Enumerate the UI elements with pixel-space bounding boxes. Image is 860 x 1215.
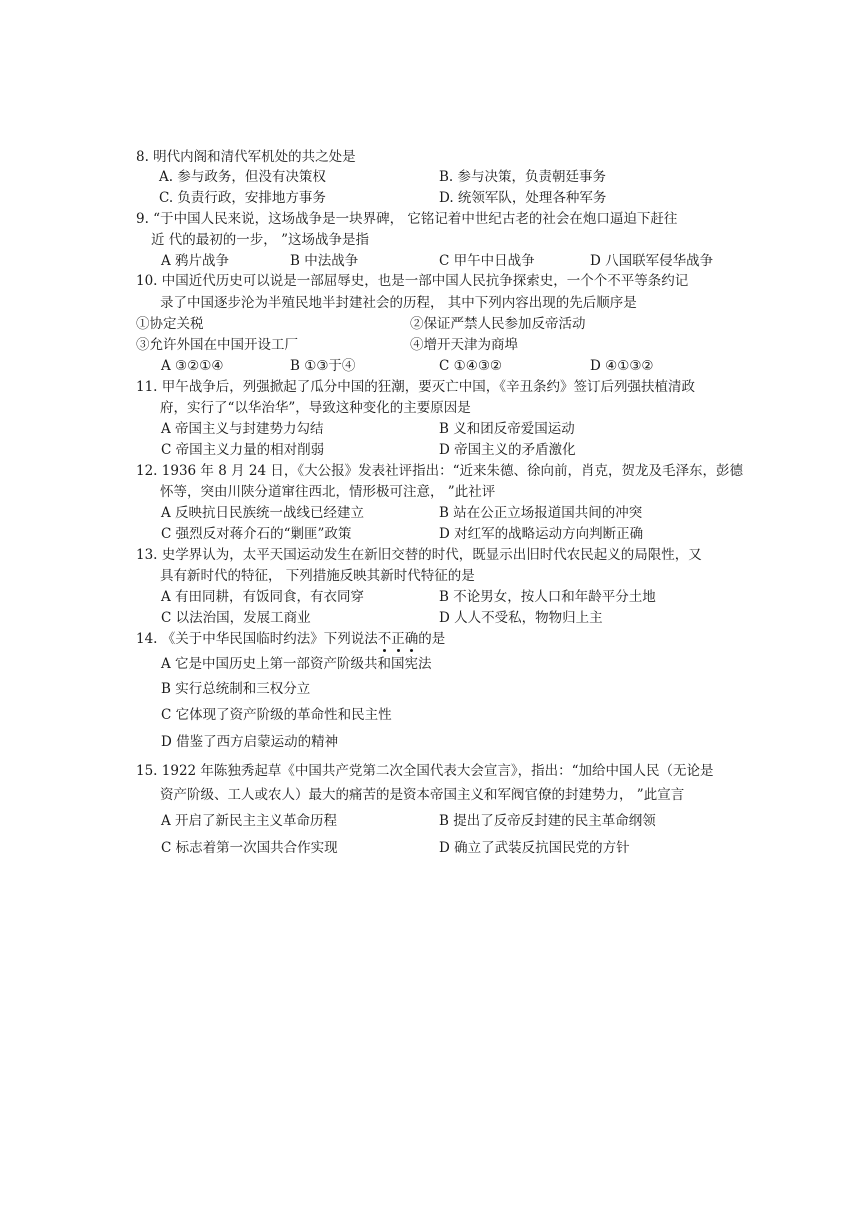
q12-option-d: D 对红军的战略运动方向判断正确 [439,526,644,542]
q9-option-d: D 八国联军侵华战争 [590,253,714,269]
q13-option-a: A 有田同耕，有饭同食，有衣同穿 [161,589,365,605]
q11-option-d: D 帝国主义的矛盾激化 [439,442,576,458]
q14-option-d: D 借鉴了西方启蒙运动的精神 [161,734,339,750]
q13-option-c: C 以法治国，发展工商业 [161,610,311,626]
q8-stem: 8. 明代内阁和清代军机处的共之处是 [136,149,356,165]
q10-item-3: ③允许外国在中国开设工厂 [136,337,298,353]
q15-option-d: D 确立了武装反抗国民党的方针 [439,840,630,856]
q10-item-2: ②保证严禁人民参加反帝活动 [410,316,586,332]
q10-item-4: ④增开天津为商埠 [410,337,518,353]
q12-option-a: A 反映抗日民族统一战线已经建立 [161,505,365,521]
q14-stem-suffix: 的是 [418,631,446,647]
q10-option-d: D ④①③② [590,358,654,374]
q14-option-c: C 它体现了资产阶级的革命性和民主性 [161,707,392,723]
q11-stem-line1: 11. 甲午战争后，列强掀起了瓜分中国的狂潮，要灭亡中国，《辛丑条约》签订后列强扶植清政 [136,379,696,395]
q8-option-d: D. 统领军队，处理各种军务 [439,190,607,206]
q9-stem-line1: 9. “于中国人民来说，这场战争是一块界碑， 它铭记着中世纪古老的社会在炮口逼迫下赶往 [136,211,678,227]
q15-stem-line1: 15. 1922 年陈独秀起草《中国共产党第二次全国代表大会宣言》，指出：“加给中国人民（无论是 [136,763,714,779]
q12-stem-line2: 怀等，突由川陕分道窜往西北，情形极可注意， ”此社评 [160,484,496,500]
q11-option-a: A 帝国主义与封建势力勾结 [161,421,324,437]
q10-stem-line1: 10. 中国近代历史可以说是一部屈辱史，也是一部中国人民抗争探索史，一个个不平等条约记 [136,273,689,289]
q15-stem-line2: 资产阶级、工人或农人）最大的痛苦的是资本帝国主义和军阀官僚的封建势力， ”此宣言 [160,787,685,803]
q14-stem-prefix: 14. 《关于中华民国临时约法》下列说法 [136,631,378,647]
q14-option-a: A 它是中国历史上第一部资产阶级共和国宪法 [161,656,432,672]
q12-option-b: B 站在公正立场报道国共间的冲突 [439,505,643,521]
q12-option-c: C 强烈反对蒋介石的“剿匪”政策 [161,526,352,542]
q14-emphasis-char-1: 不 [377,631,392,647]
q10-option-c: C ①④③② [439,358,503,374]
q9-stem-line2: 近 代的最初的一步， ”这场战争是指 [151,232,369,248]
q11-option-b: B 义和团反帝爱国运动 [439,421,575,437]
q15-option-c: C 标志着第一次国共合作实现 [161,840,338,856]
q14-emphasis-char-3: 确 [404,631,419,647]
q10-option-b: B ①③于④ [290,358,356,374]
q8-option-c: C. 负责行政，安排地方事务 [159,190,326,206]
q13-stem-line1: 13. 史学界认为，太平天国运动发生在新旧交替的时代，既显示出旧时代农民起义的局限性，又 [136,547,702,563]
q11-option-c: C 帝国主义力量的相对削弱 [161,442,325,458]
q9-option-c: C 甲午中日战争 [439,253,535,269]
q10-stem-line2: 录了中国逐步沦为半殖民地半封建社会的历程， 其中下列内容出现的先后顺序是 [160,295,637,311]
q15-option-a: A 开启了新民主主义革命历程 [161,813,338,829]
q13-option-d: D 人人不受私，物物归上主 [439,610,603,626]
q13-option-b: B 不论男女，按人口和年龄平分土地 [439,589,656,605]
q10-option-a: A ③②①④ [161,358,224,374]
q14-emphasis-char-2: 正 [391,631,405,647]
q8-option-b: B. 参与决策，负责朝廷事务 [439,169,607,185]
q9-option-a: A 鸦片战争 [161,253,230,269]
q10-item-1: ①协定关税 [136,316,204,332]
q14-stem [136,630,445,648]
q13-stem-line2: 具有新时代的特征， 下列措施反映其新时代特征的是 [160,568,475,584]
q11-stem-line2: 府，实行了“以华治华”，导致这种变化的主要原因是 [160,400,471,416]
q14-option-b: B 实行总统制和三权分立 [161,681,311,697]
q9-option-b: B 中法战争 [290,253,359,269]
q8-option-a: A. 参与政务，但没有决策权 [159,169,326,185]
q15-option-b: B 提出了反帝反封建的民主革命纲领 [439,813,656,829]
q12-stem-line1: 12. 1936 年 8 月 24 日，《大公报》发表社评指出：“近来朱德、徐向前，肖克，贺龙及毛泽东，彭德 [136,463,743,479]
